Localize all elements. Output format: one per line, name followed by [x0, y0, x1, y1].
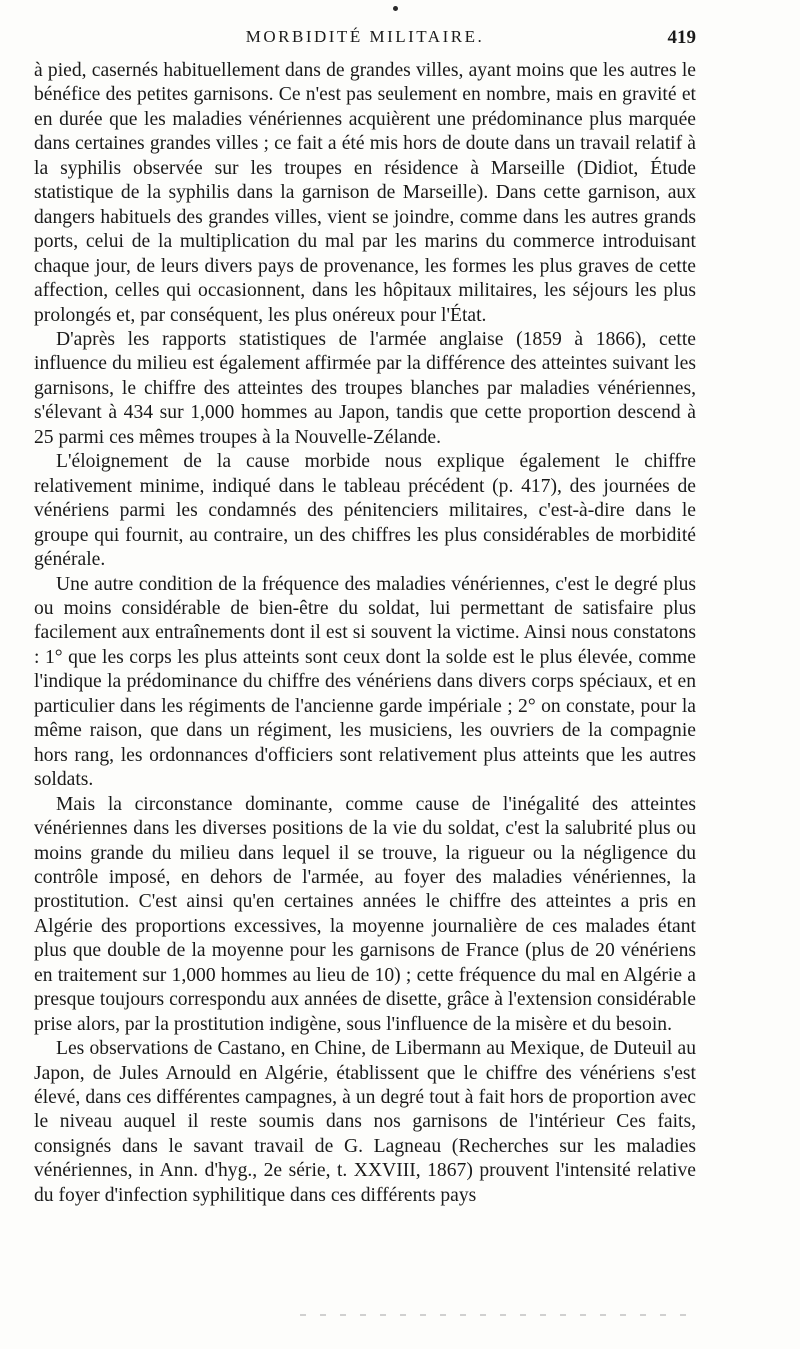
running-head: MORBIDITÉ MILITAIRE.	[245, 27, 485, 46]
paragraph-5: Mais la circonstance dominante, comme cause de l'inégalité des atteintes vénériennes dans les diverses positions de la vie du soldat, c'est la salubrité plus ou moins grande du milieu dans lequel il se trouve, la rigueur ou la négligence du contrôle imposé, en dehors de l'armée, au foyer des maladies vénériennes, la prostitution. C'est ainsi qu'en certaines années le chiffre des atteintes a pris en Algérie des proportions excessives, la moyenne journalière de ces malades étant plus que double de la moyenne pour les garnisons de France (plus de 20 vénériens en traitement sur 1,000 hommes au lieu de 10) ; cette fréquence du mal en Algérie a presque toujours correspondu aux années de disette, grâce à l'extension considérable prise alors, par la prostitution indigène, sous l'influence de la misère et du besoin.	[34, 793, 696, 1035]
print-dot	[393, 6, 398, 11]
paragraph-6: Les observations de Castano, en Chine, de Libermann au Mexique, de Duteuil au Japon, de Jules Arnould en Algérie, établissent que le chiffre des vénériens s'est élevé, dans ces différentes campagnes, à un degré tout à fait hors de proportion avec le niveau auquel il reste soumis dans nos garnisons de l'intérieur Ces faits, consignés dans le savant travail de G. Lagneau (Recherches sur les maladies vénériennes, in Ann. d'hyg., 2e série, t. XXVIII, 1867) prouvent l'intensité relative du foyer d'infection syphilitique dans ces différents pays	[34, 1038, 696, 1206]
paragraph-2: D'après les rapports statistiques de l'armée anglaise (1859 à 1866), cette influence du milieu est également affirmée par la différence des atteintes suivant les garnisons, le chiffre des atteintes des troupes blanches par maladies vénériennes, s'élevant à 434 sur 1,000 hommes au Japon, tandis que cette proportion descend à 25 parmi ces mêmes troupes à la Nouvelle-Zélande.	[34, 328, 696, 448]
paragraph-1: à pied, casernés habituellement dans de grandes villes, ayant moins que les autres le bénéfice des petites garnisons. Ce n'est pas seulement en nombre, mais en gravité et en durée que les maladies vénériennes acquièrent une prédominance plus marquée dans certaines grandes villes ; ce fait a été mis hors de doute dans un travail relatif à la syphilis observée sur les troupes en résidence à Marseille (Didiot, Étude statistique de la syphilis dans la garnison de Marseille). Dans cette garnison, aux dangers habituels des grandes villes, vient se joindre, comme dans les autres grands ports, celui de la multiplication du mal par les marins du commerce introduisant chaque jour, de leurs divers pays de provenance, les formes les plus graves de cette affection, celles qui occasionnent, dans les hôpitaux militaires, les séjours les plus prolongés et, par conséquent, les plus onéreux pour l'État.	[34, 60, 696, 326]
page-header	[34, 27, 696, 53]
body-text	[34, 59, 696, 1208]
page-number: 419	[667, 27, 696, 48]
bleed-through-smudge	[300, 1314, 700, 1316]
paragraph-4: Une autre condition de la fréquence des maladies vénériennes, c'est le degré plus ou moins considérable de bien-être du soldat, lui permettant de satisfaire plus facilement aux entraînements dont il est si souvent la victime. Ainsi nous constatons : 1° que les corps les plus atteints sont ceux dont la solde est le plus élevée, comme l'indique la prédominance du chiffre des vénériens dans divers corps spéciaux, et en particulier dans les régiments de l'ancienne garde impériale ; 2° on constate, pour la même raison, que dans un régiment, les musiciens, les ouvriers de la compagnie hors rang, les ordonnances d'officiers sont relativement plus atteints que les autres soldats.	[34, 573, 696, 791]
paragraph-3: L'éloignement de la cause morbide nous explique également le chiffre relativement minime, indiqué dans le tableau précédent (p. 417), des journées de vénériens parmi les condamnés des pénitenciers militaires, c'est-à-dire dans le groupe qui fournit, au contraire, un des chiffres les plus considérables de morbidité générale.	[34, 451, 696, 571]
